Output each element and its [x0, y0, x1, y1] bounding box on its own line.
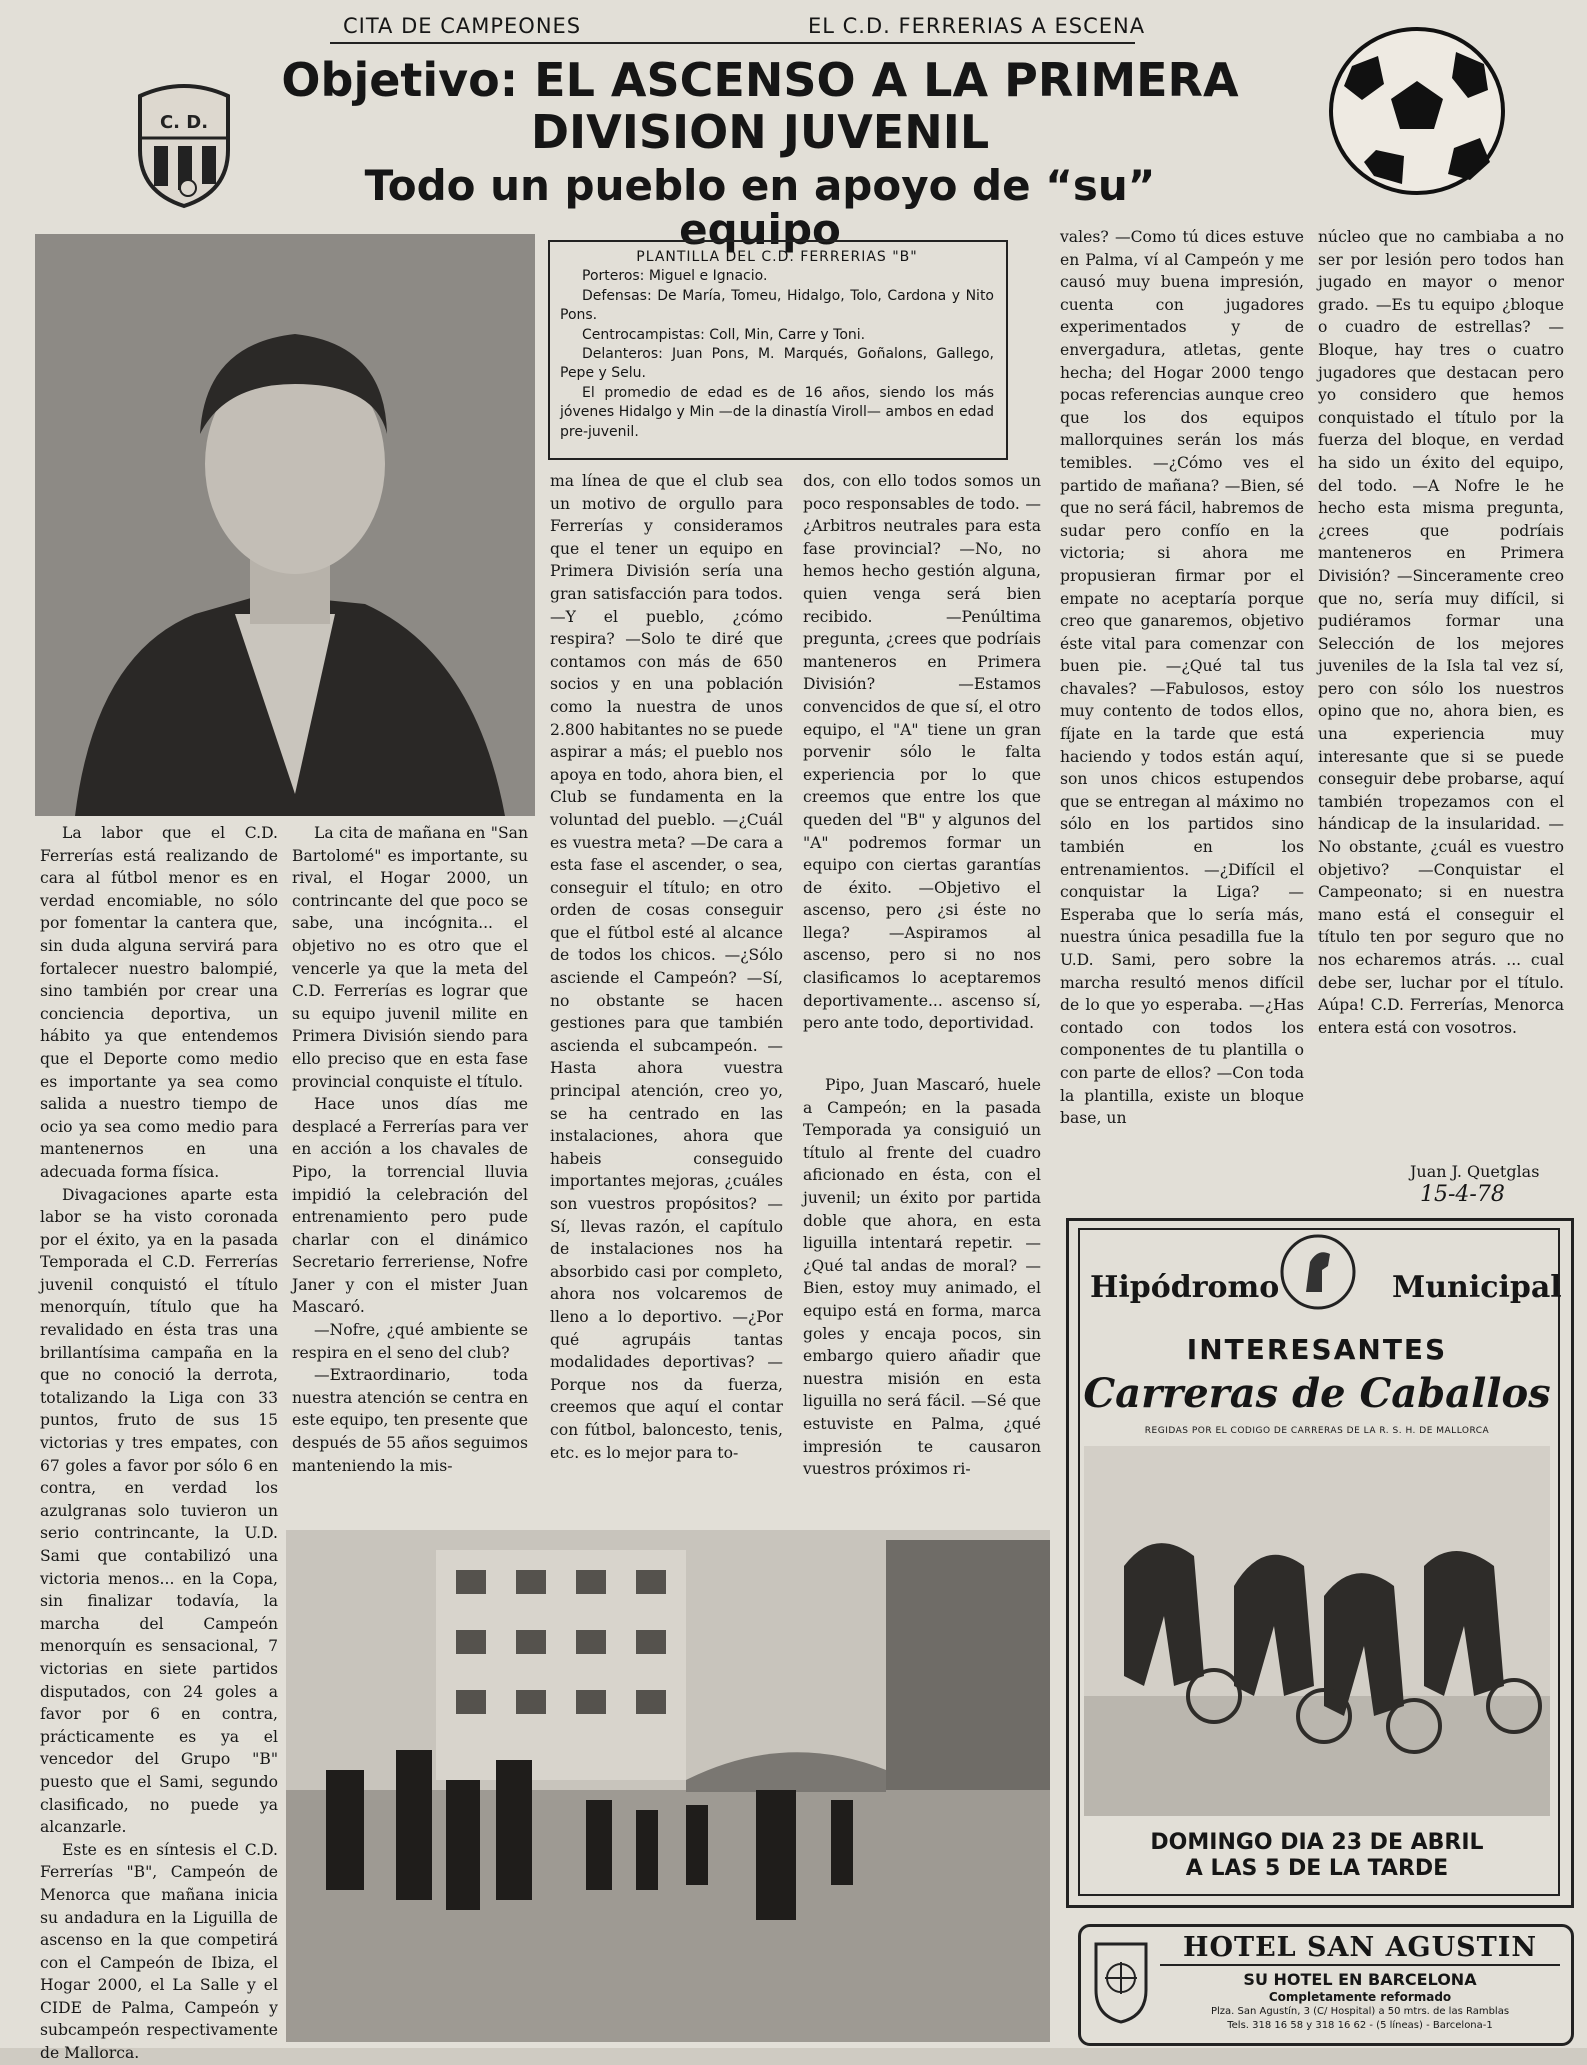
- article-column-3: [550, 470, 783, 1522]
- roster-title: PLANTILLA DEL C.D. FERRERIAS "B": [636, 249, 918, 265]
- hipodromo-carreras: Carreras de Caballos: [1083, 1370, 1551, 1417]
- handwritten-date: 15-4-78: [1420, 1182, 1505, 1207]
- roster-promedio: El promedio de edad es de 16 años, siendo los más jóvenes Hidalgo y Min —de la dinastía Viroll— ambos en edad pre-juvenil.: [560, 384, 994, 440]
- portrait-photo: [35, 234, 535, 816]
- roster-delanteros: Delanteros: Juan Pons, M. Marqués, Goñalons, Gallego, Pepe y Selu.: [560, 346, 994, 382]
- article-column-4-bottom: [803, 1074, 1041, 1520]
- article-column-5: [1060, 226, 1304, 1206]
- hotel-reform: Completamente reformado: [1268, 1990, 1452, 2004]
- paragraph: núcleo que no cambiaba a no ser por lesión pero todos han jugado en mayor o menor grado. —Es tu equipo ¿bloque o cuadro de estrellas? —Bloque, hay tres o cuatro jugadores que destacan pero yo considero que hemos conquistado el título por la fuerza del bloque, en verdad ha sido un éxito del equipo, del todo. —A Nofre le he hecho esta misma pregunta, ¿crees que podríais manteneros en Primera División? —Sinceramente creo que no, sería muy difícil, si pudiéramos formar una Selección de los mejores juveniles de la Isla tal vez sí, pero con sólo los nuestros opino que no, ahora bien, es una experiencia muy interesante que si se puede conseguir debe probarse, aquí también tropezamos con el hándicap de la insularidad. —No obstante, ¿cuál es vuestro objetivo? —Conquistar el Campeonato; si en nuestra mano está el conseguir el título ten por seguro que no nos echaremos atrás. ... cual debe ser, luchar por el título. Aúpa! C.D. Ferrerías, Menorca entera está con vosotros.: [1318, 228, 1564, 1037]
- paragraph: dos, con ello todos somos un poco responsables de todo. —¿Arbitros neutrales para esta fase provincial? —No, no hemos hecho gestión alguna, quien venga será bien recibido. —Penúltima pregunta, ¿crees que podríais manteneros en Primera División? —Estamos convencidos de que sí, el otro equipo, el "A" tiene un gran porvenir sólo le falta experiencia por lo que creemos que entre los que queden del "B" y algunos del "A" podremos formar un equipo con ciertas garantías de éxito. —Objetivo el ascenso, pero ¿si éste no llega? —Aspiramos al ascenso, pero si no nos clasificamos lo aceptaremos deportivamente... ascenso sí, pero ante todo, deportividad.: [803, 472, 1041, 1033]
- paragraph: Divagaciones aparte esta labor se ha visto coronada por el éxito, ya en la pasada Temporada el C.D. Ferrerías juvenil conquistó el título menorquín, título que ha revalidado en ésta tras una brillantísima campaña en la que no conoció la derrota, totalizando la Liga con 33 puntos, fruto de sus 15 victorias y tres empates, con 67 goles a favor por sólo 6 en contra, en verdad los azulgranas solo tuvieron un serio contrincante, la U.D. Sami que contabilizó una victoria menos... en la Copa, sin finalizar todavía, la marcha del Campeón menorquín es sensacional, 7 victorias en siete partidos disputados, con 24 goles a favor por 6 en contra, prácticamente es ya el vencedor del Grupo "B" puesto que el Sami, segundo clasificado, no puede ya alcanzarle.: [40, 1185, 278, 1837]
- paragraph: La cita de mañana en "San Bartolomé" es importante, su rival, el Hogar 2000, un contrincante del que poco se sabe, una incógnita... el objetivo no es otro que el vencerle ya que la meta del C.D. Ferrerías es lograr que su equipo juvenil milite en Primera División siendo para ello preciso que en esta fase provincial conquiste el título.: [292, 824, 528, 1091]
- club-crest-icon: [132, 80, 236, 210]
- hotel-tagline: SU HOTEL EN BARCELONA: [1243, 1970, 1477, 1989]
- article-column-6: [1318, 226, 1564, 1144]
- hipodromo-interesantes: INTERESANTES: [1186, 1333, 1448, 1366]
- roster-porteros: Porteros: Miguel e Ignacio.: [582, 268, 768, 285]
- article-column-4-top: [803, 470, 1041, 1060]
- paragraph: La labor que el C.D. Ferrerías está realizando de cara al fútbol menor es en verdad encomiable, no sólo por fomentar la cantera que, sin duda alguna servirá para fortalecer nuestro balompié, sino también por crear una conciencia deportiva, un hábito ya que entendemos que el Deporte como medio es importante ya sea como salida a nuestro tiempo de ocio ya sea como medio para mantenernos en una adecuada forma física.: [40, 824, 278, 1181]
- article-column-1: [40, 822, 278, 2063]
- horse-race-photo: [1084, 1446, 1550, 1816]
- paragraph: Este es en síntesis el C.D. Ferrerías "B", Campeón de Menorca que mañana inicia su andadura en la Liguilla de ascenso en la que competirá con el Campeón de Ibiza, el Hogar 2000, el La Salle y el CIDE de Palma, Campeón y subcampeón respectivamente de Mallorca.: [40, 1840, 278, 2063]
- horse-emblem-icon: [1278, 1232, 1358, 1312]
- paragraph: —Extraordinario, toda nuestra atención se centra en este equipo, ten presente que después de 55 años seguimos manteniendo la mis-: [292, 1366, 528, 1475]
- roster-content: [560, 248, 994, 442]
- paragraph: ma línea de que el club sea un motivo de orgullo para Ferrerías y consideramos que el tener un equipo en Primera División sería una gran satisfacción para todos. —Y el pueblo, ¿cómo respira? —Solo te diré que contamos con más de 650 socios y en una población como la nuestra de unos 2.800 habitantes no se puede aspirar a más; el pueblo nos apoya en todo, ahora bien, el Club se fundamenta en la voluntad del pueblo. —¿Cuál es vuestra meta? —De cara a esta fase el ascender, o sea, conseguir el título; en otro orden de cosas conseguir que el fútbol esté al alcance de todos los chicos. —¿Sólo asciende el Campeón? —Sí, no obstante se hacen gestiones para que también ascienda el subcampeón. —Hasta ahora vuestra principal atención, creo yo, se ha centrado en las instalaciones, ahora que habeis conseguido importantes mejoras, ¿cuáles son vuestros propósitos? —Sí, llevas razón, el capítulo de instalaciones nos ha absorbido casi por completo, ahora nos volcaremos de lleno a lo deportivo. —¿Por qué agrupáis tantas modalidades deportivas? —Porque nos da fuerza, creemos que aquí el contar con fútbol, baloncesto, tenis, etc. es lo mejor para to-: [550, 472, 784, 1462]
- headline-line-1: Objetivo: EL ASCENSO A LA PRIMERA: [281, 53, 1239, 107]
- hipodromo-date-line-2: A LAS 5 DE LA TARDE: [1185, 1856, 1449, 1881]
- paragraph: vales? —Como tú dices estuve en Palma, ví al Campeón y me causó muy buena impresión, cuenta con jugadores experimentados y de envergadura, atletas, gente hecha; del Hogar 2000 tengo pocas referencias aunque creo que los dos equipos mallorquines serán los más temibles. —¿Cómo ves el partido de mañana? —Bien, sé que no será fácil, habremos de sudar pero confío en la victoria; si ahora me propusieran firmar por el empate no aceptaría porque creo que ganaremos, objetivo éste vital para comenzar con buen pie. —¿Qué tal tus chavales? —Fabulosos, estoy muy contento de todos ellos, fíjate en la tarde que está haciendo y todos están aquí, son unos chicos estupendos que se entregan al máximo no sólo en los partidos sino también en los entrenamientos. —¿Difícil el conquistar la Liga? —Esperaba que lo sería más, nuestra única pesadilla fue la U.D. Sami, pero sobre la marcha resultó menos difícil de lo que yo esperaba. —¿Has contado con todos los componentes de tu plantilla o con parte de ellos? —Con toda la plantilla, existe un bloque base, un: [1060, 228, 1304, 1128]
- author-byline: Juan J. Quetglas: [1410, 1162, 1540, 1181]
- paragraph: Pipo, Juan Mascaró, huele a Campeón; en la pasada Temporada ya consiguió un título al frente del cuadro aficionado en ésta, con el juvenil; un éxito por partida doble que ahora, en esta liguilla intentará repetir. —¿Qué tal andas de moral? —Bien, estoy muy animado, el equipo está en forma, marca goles y encaja pocos, sin embargo quiero añadir que nuestra misión en esta liguilla no será fácil. —Sé que estuviste en Palma, ¿qué impresión te causaron vuestros próximos ri-: [803, 1076, 1041, 1479]
- paragraph: —Nofre, ¿qué ambiente se respira en el seno del club?: [292, 1321, 528, 1362]
- hotel-phone: Tels. 318 16 58 y 318 16 62 - (5 líneas) - Barcelona-1: [1227, 2020, 1493, 2031]
- headline-line-2: DIVISION JUVENIL: [530, 105, 990, 159]
- hotel-address: Plza. San Agustín, 3 (C/ Hospital) a 50 mtrs. de las Ramblas: [1210, 2006, 1510, 2017]
- hipodromo-title-left: Hipódromo: [1090, 1270, 1280, 1305]
- roster-centrocampistas: Centrocampistas: Coll, Min, Carre y Toni.: [582, 326, 866, 343]
- section-label-left: CITA DE CAMPEONES: [343, 14, 582, 38]
- hipodromo-title-right: Municipal: [1392, 1270, 1562, 1305]
- hotel-divider: [1160, 1964, 1560, 1966]
- section-label-right: EL C.D. FERRERIAS A ESCENA: [808, 14, 1146, 38]
- crest-text: C. D.: [159, 112, 209, 133]
- hipodromo-small-print: REGIDAS POR EL CODIGO DE CARRERAS DE LA R. S. H. DE MALLORCA: [1144, 1426, 1490, 1436]
- roster-defensas: Defensas: De María, Tomeu, Hidalgo, Tolo, Cardona y Nito Pons.: [560, 287, 994, 324]
- article-column-2: [292, 822, 528, 1522]
- subtitle: Todo un pueblo en apoyo de “su” equipo: [364, 161, 1156, 255]
- paragraph: Hace unos días me desplacé a Ferrerías para ver en acción a los chavales de Pipo, la torrencial lluvia impidió la celebración del entrenamiento pero pude charlar con el dinámico Secretario ferreriense, Nofre Janer y con el mister Juan Mascaró.: [292, 1095, 528, 1317]
- hotel-crest-icon: [1090, 1934, 1152, 2026]
- hotel-name: HOTEL SAN AGUSTIN: [1182, 1932, 1538, 1963]
- soccer-ball-icon: [1328, 26, 1506, 196]
- team-training-photo: [286, 1530, 1050, 2042]
- hipodromo-date-line-1: DOMINGO DIA 23 DE ABRIL: [1150, 1830, 1484, 1855]
